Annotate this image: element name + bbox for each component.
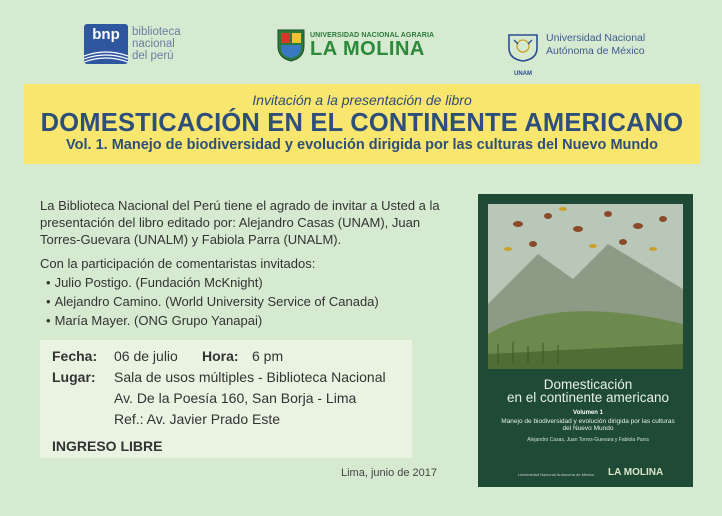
unam-line-1: Universidad Nacional xyxy=(546,32,646,44)
book-cover-authors: Alejandro Casas, Juan Torres-Guevara y Fabiola Parra xyxy=(527,437,649,443)
place-line-3: Ref.: Av. Javier Prado Este xyxy=(114,411,281,427)
event-details-box xyxy=(40,340,412,458)
participant-item: • Alejandro Camino. (World University Service of Canada) xyxy=(46,292,379,311)
book-cover-image xyxy=(478,194,693,487)
unam-label: UNAM xyxy=(514,71,532,77)
unam-seal-icon xyxy=(506,28,540,66)
book-cover-volume: Volumen 1 xyxy=(573,410,603,416)
banner-subtitle: Invitación a la presentación de libro xyxy=(252,92,472,108)
time-value: 6 pm xyxy=(252,348,284,364)
free-entry-label: INGRESO LIBRE xyxy=(52,438,163,454)
place-line-2: Av. De la Poesía 160, San Borja - Lima xyxy=(114,390,357,406)
book-cover-title-line-2: en el continente americano xyxy=(506,390,670,405)
unalm-shield-icon xyxy=(276,28,306,62)
place-label: Lugar: xyxy=(52,369,96,385)
bnp-line-1: biblioteca xyxy=(132,26,181,38)
unalm-small-text: UNIVERSIDAD NACIONAL AGRARIA xyxy=(310,31,435,39)
participant-item: • Julio Postigo. (Fundación McKnight) xyxy=(46,273,379,292)
bnp-logo-mark-text: bnp xyxy=(92,26,120,43)
book-cover-illustration xyxy=(478,194,693,374)
unalm-big-text: LA MOLINA xyxy=(310,37,425,60)
book-cover-unam: Universidad Nacional Autónoma de México xyxy=(518,472,595,477)
unalm-logo xyxy=(276,28,434,62)
unam-logo xyxy=(506,28,645,77)
participants-heading: Con la participación de comentaristas invitados: xyxy=(40,256,316,271)
bnp-logo-text xyxy=(132,26,181,62)
title-banner xyxy=(24,84,700,164)
bnp-logo xyxy=(84,24,181,64)
participants-section xyxy=(40,254,379,330)
place-line-1: Sala de usos múltiples - Biblioteca Nacional xyxy=(114,369,386,385)
book-cover-title-line-1: Domesticación xyxy=(543,377,633,392)
book-volume-title: Vol. 1. Manejo de biodiversidad y evolución dirigida por las culturas del Nuevo Mundo xyxy=(66,137,658,153)
unam-logo-text xyxy=(546,32,645,58)
date-value: 06 de julio xyxy=(114,348,178,364)
intro-paragraph: La Biblioteca Nacional del Perú tiene el agrado de invitar a Usted a la presentación del libro editado por: Alejandro Casas (UNAM), Juan Torres-Guevara (UNALM) y Fabiola Parra (UNALM). xyxy=(40,198,440,247)
participant-item: • María Mayer. (ONG Grupo Yanapai) xyxy=(46,311,379,330)
bnp-logo-mark xyxy=(84,24,128,64)
book-cover-molina: LA MOLINA xyxy=(608,467,664,478)
book-cover-title xyxy=(498,378,678,404)
book-title: DOMESTICACIÓN EN EL CONTINENTE AMERICANO xyxy=(40,109,684,137)
unam-line-2: Autónoma de México xyxy=(546,45,645,57)
footer-date: Lima, junio de 2017 xyxy=(341,467,438,479)
date-label: Fecha: xyxy=(52,348,98,364)
time-label: Hora: xyxy=(202,348,239,364)
participants-list xyxy=(46,273,379,330)
bnp-line-3: del perú xyxy=(132,50,174,62)
book-cover-subtitle: Manejo de biodiversidad y evolución dirigida por las culturas del Nuevo Mundo xyxy=(501,418,675,432)
header-logos xyxy=(0,0,722,84)
bnp-line-2: nacional xyxy=(132,38,175,50)
